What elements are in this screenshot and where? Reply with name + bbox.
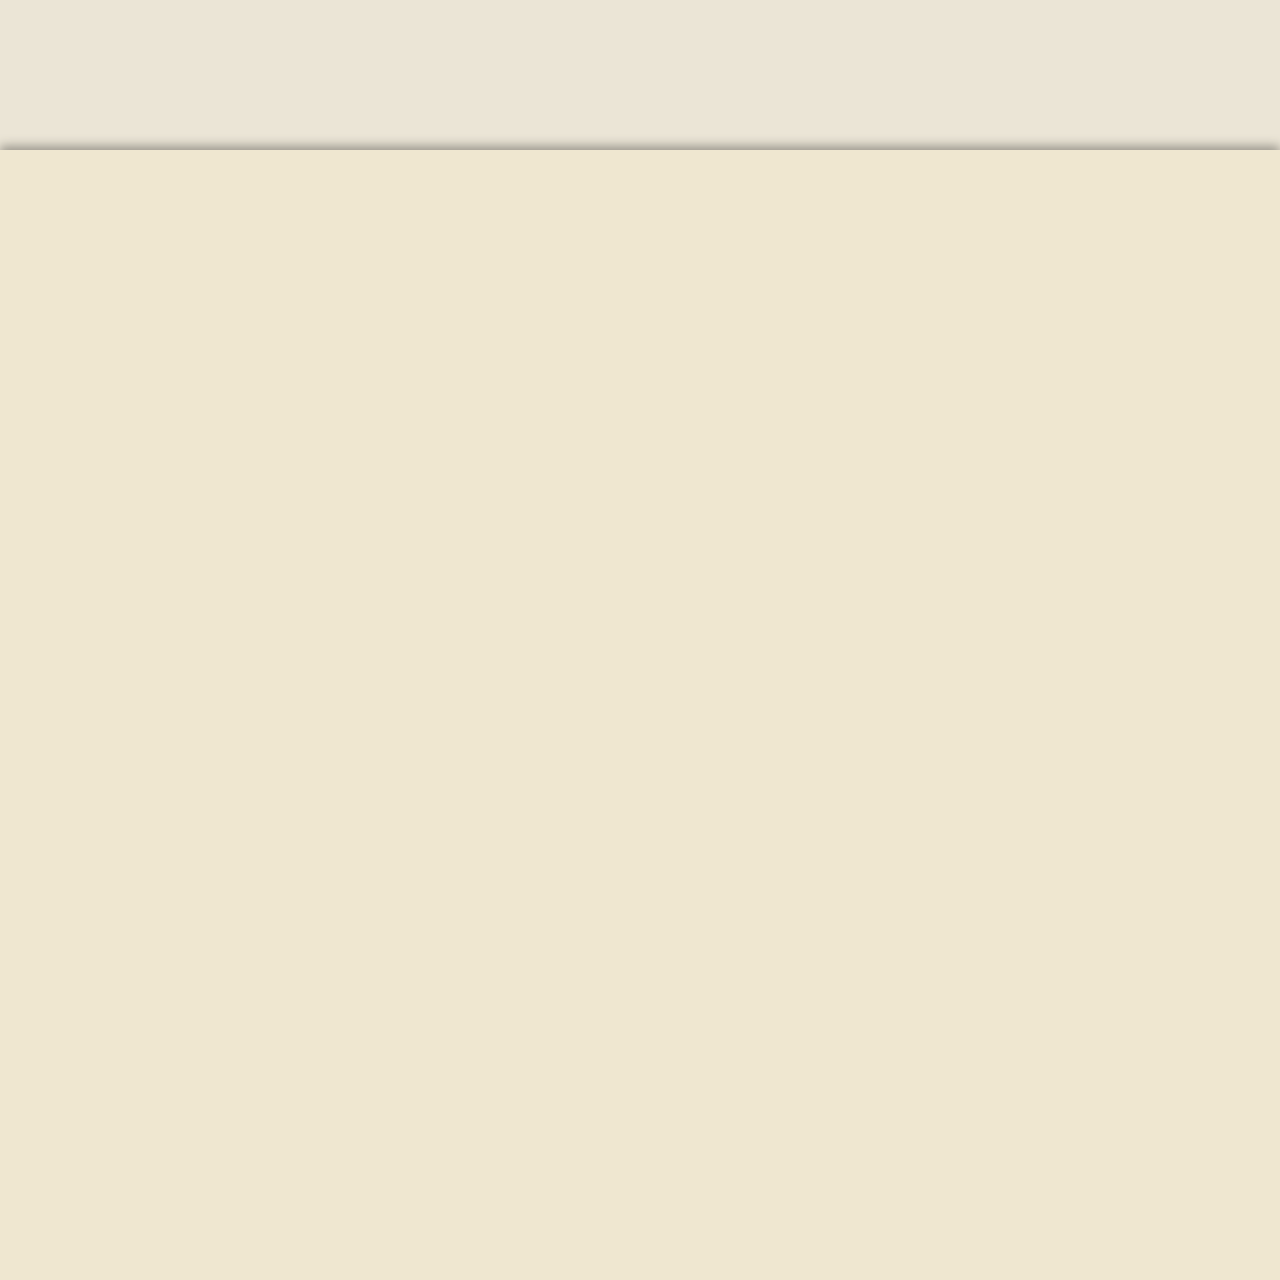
lyric-line bbox=[594, 190, 650, 1280]
notation-line bbox=[776, 190, 846, 1280]
notation-line bbox=[524, 190, 594, 1280]
lyric-line bbox=[468, 190, 524, 1280]
lyric-line bbox=[342, 190, 398, 1280]
notation-line bbox=[902, 190, 972, 1280]
lyric-line bbox=[90, 190, 146, 1280]
notation-line bbox=[146, 190, 216, 1280]
notation-line bbox=[272, 190, 342, 1280]
notation-line bbox=[650, 190, 720, 1280]
lyric-line bbox=[846, 190, 902, 1280]
lyric-line bbox=[216, 190, 272, 1280]
lyric-line bbox=[972, 190, 1028, 1280]
rotated-notation-block bbox=[20, 190, 1260, 1280]
notation-line bbox=[398, 190, 468, 1280]
lyric-line bbox=[720, 190, 776, 1280]
notation-line bbox=[1028, 190, 1098, 1280]
notation-line bbox=[20, 190, 90, 1280]
notation-page bbox=[0, 150, 1280, 1280]
lyric-line bbox=[1098, 190, 1154, 1280]
